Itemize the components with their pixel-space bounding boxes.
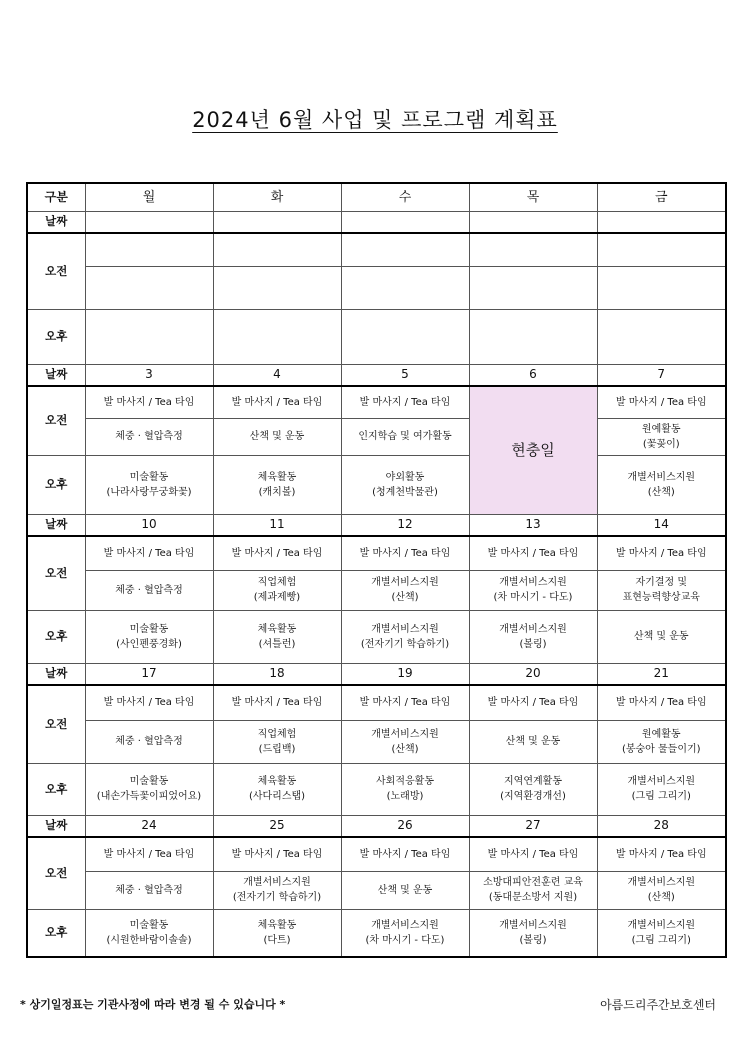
date-row — [27, 815, 726, 837]
schedule-cell: 개별서비스지원 (산책) — [341, 570, 469, 610]
date-cell: 28 — [597, 815, 726, 837]
header-row — [27, 183, 726, 211]
schedule-cell: 산책 및 운동 — [213, 418, 341, 455]
day-header-wed: 수 — [341, 183, 469, 211]
schedule-cell: 발 마사지 / Tea 타임 — [469, 685, 597, 720]
schedule-cell: 체육활동 (캐치볼) — [213, 455, 341, 514]
schedule-cell: 자기결정 및 표현능력향상교육 — [597, 570, 726, 610]
schedule-cell — [597, 309, 726, 364]
am-label: 오전 — [27, 536, 85, 610]
date-cell — [213, 211, 341, 233]
schedule-cell — [341, 266, 469, 309]
schedule-cell: 미술활동 (내손가득꽃이피었어요) — [85, 763, 213, 815]
date-cell — [469, 211, 597, 233]
date-cell: 5 — [341, 364, 469, 386]
pm-row — [27, 763, 726, 815]
date-cell — [341, 211, 469, 233]
schedule-cell: 발 마사지 / Tea 타임 — [341, 536, 469, 570]
schedule-cell: 산책 및 운동 — [597, 610, 726, 663]
schedule-cell: 인지학습 및 여가활동 — [341, 418, 469, 455]
schedule-cell: 체육활동 (사다리스탭) — [213, 763, 341, 815]
schedule-cell — [597, 266, 726, 309]
date-cell: 4 — [213, 364, 341, 386]
pm-label: 오후 — [27, 909, 85, 957]
schedule-cell: 발 마사지 / Tea 타임 — [213, 536, 341, 570]
schedule-cell: 산책 및 운동 — [341, 871, 469, 909]
schedule-cell: 체육활동 (다트) — [213, 909, 341, 957]
date-label: 날짜 — [27, 211, 85, 233]
page-title: 2024년 6월 사업 및 프로그램 계획표 — [192, 108, 558, 132]
schedule-cell — [213, 266, 341, 309]
schedule-cell: 체중 · 혈압측정 — [85, 418, 213, 455]
pm-row — [27, 455, 726, 514]
schedule-cell: 원예활동 (봉숭아 물들이기) — [597, 720, 726, 763]
schedule-cell: 원예활동 (꽃꽂이) — [597, 418, 726, 455]
schedule-cell: 발 마사지 / Tea 타임 — [597, 536, 726, 570]
schedule-cell — [469, 266, 597, 309]
schedule-cell: 발 마사지 / Tea 타임 — [85, 685, 213, 720]
date-cell: 27 — [469, 815, 597, 837]
schedule-cell: 체중 · 혈압측정 — [85, 570, 213, 610]
date-cell — [85, 211, 213, 233]
day-header-mon: 월 — [85, 183, 213, 211]
schedule-cell — [341, 309, 469, 364]
am-label: 오전 — [27, 233, 85, 309]
holiday-cell: 현충일 — [469, 386, 597, 514]
schedule-cell: 미술활동 (시원한바람이솔솔) — [85, 909, 213, 957]
schedule-cell: 개별서비스지원 (전자기기 학습하기) — [213, 871, 341, 909]
am-row-2 — [27, 720, 726, 763]
schedule-cell: 발 마사지 / Tea 타임 — [85, 536, 213, 570]
schedule-table — [26, 182, 727, 958]
pm-row — [27, 610, 726, 663]
schedule-cell — [213, 309, 341, 364]
schedule-cell — [469, 233, 597, 266]
schedule-cell: 개별서비스지원 (그림 그리기) — [597, 763, 726, 815]
schedule-cell: 체중 · 혈압측정 — [85, 871, 213, 909]
schedule-cell: 발 마사지 / Tea 타임 — [597, 837, 726, 871]
schedule-cell: 직업체험 (제과제빵) — [213, 570, 341, 610]
pm-label: 오후 — [27, 763, 85, 815]
schedule-cell: 발 마사지 / Tea 타임 — [85, 837, 213, 871]
schedule-cell: 체육활동 (셔틀런) — [213, 610, 341, 663]
am-row-1 — [27, 837, 726, 871]
schedule-cell: 발 마사지 / Tea 타임 — [341, 837, 469, 871]
am-label: 오전 — [27, 685, 85, 763]
date-cell: 25 — [213, 815, 341, 837]
center-name: 아름드리주간보호센터 — [600, 998, 716, 1012]
schedule-cell — [85, 233, 213, 266]
date-cell: 17 — [85, 663, 213, 685]
am-row-2 — [27, 266, 726, 309]
schedule-cell: 발 마사지 / Tea 타임 — [597, 386, 726, 418]
schedule-cell: 미술활동 (나라사랑무궁화꽃) — [85, 455, 213, 514]
schedule-cell: 지역연계활동 (지역환경개선) — [469, 763, 597, 815]
schedule-cell: 사회적응활동 (노래방) — [341, 763, 469, 815]
pm-label: 오후 — [27, 455, 85, 514]
date-cell: 24 — [85, 815, 213, 837]
pm-label: 오후 — [27, 309, 85, 364]
schedule-cell: 미술활동 (사인펜풍경화) — [85, 610, 213, 663]
schedule-cell: 개별서비스지원 (전자기기 학습하기) — [341, 610, 469, 663]
schedule-cell — [597, 233, 726, 266]
pm-row — [27, 309, 726, 364]
am-label: 오전 — [27, 386, 85, 455]
am-row-1 — [27, 536, 726, 570]
schedule-cell — [85, 266, 213, 309]
am-row-2 — [27, 570, 726, 610]
schedule-cell: 개별서비스지원 (산책) — [341, 720, 469, 763]
schedule-cell: 발 마사지 / Tea 타임 — [85, 386, 213, 418]
date-cell: 19 — [341, 663, 469, 685]
am-label: 오전 — [27, 837, 85, 909]
date-row — [27, 663, 726, 685]
schedule-cell — [213, 233, 341, 266]
date-cell: 10 — [85, 514, 213, 536]
date-row — [27, 364, 726, 386]
date-cell: 21 — [597, 663, 726, 685]
date-cell: 11 — [213, 514, 341, 536]
date-cell: 6 — [469, 364, 597, 386]
schedule-cell: 개별서비스지원 (그림 그리기) — [597, 909, 726, 957]
am-row-1 — [27, 386, 726, 418]
schedule-cell: 산책 및 운동 — [469, 720, 597, 763]
am-row-2 — [27, 418, 726, 455]
date-label: 날짜 — [27, 514, 85, 536]
schedule-cell — [469, 309, 597, 364]
date-label: 날짜 — [27, 364, 85, 386]
schedule-cell: 개별서비스지원 (차 마시기 - 다도) — [341, 909, 469, 957]
day-header-fri: 금 — [597, 183, 726, 211]
am-row-2 — [27, 871, 726, 909]
schedule-cell: 발 마사지 / Tea 타임 — [341, 685, 469, 720]
pm-row — [27, 909, 726, 957]
date-cell: 13 — [469, 514, 597, 536]
schedule-cell: 야외활동 (청계천박물관) — [341, 455, 469, 514]
schedule-cell: 개별서비스지원 (볼링) — [469, 610, 597, 663]
schedule-cell: 발 마사지 / Tea 타임 — [213, 685, 341, 720]
date-cell: 14 — [597, 514, 726, 536]
date-row — [27, 514, 726, 536]
schedule-cell: 발 마사지 / Tea 타임 — [213, 837, 341, 871]
schedule-cell — [85, 309, 213, 364]
schedule-cell: 발 마사지 / Tea 타임 — [469, 536, 597, 570]
am-row-1 — [27, 233, 726, 266]
schedule-cell: 직업체험 (드립백) — [213, 720, 341, 763]
schedule-cell: 개별서비스지원 (볼링) — [469, 909, 597, 957]
date-cell: 7 — [597, 364, 726, 386]
date-cell — [597, 211, 726, 233]
schedule-cell: 개별서비스지원 (차 마시기 - 다도) — [469, 570, 597, 610]
date-cell: 12 — [341, 514, 469, 536]
am-row-1 — [27, 685, 726, 720]
schedule-cell: 소방대피안전훈련 교육 (동대문소방서 지원) — [469, 871, 597, 909]
schedule-cell: 개별서비스지원 (산책) — [597, 455, 726, 514]
corner-label: 구분 — [27, 183, 85, 211]
schedule-cell — [341, 233, 469, 266]
schedule-change-note: * 상기일정표는 기관사정에 따라 변경 될 수 있습니다 * — [20, 998, 286, 1011]
date-cell: 18 — [213, 663, 341, 685]
schedule-cell: 체중 · 혈압측정 — [85, 720, 213, 763]
date-cell: 20 — [469, 663, 597, 685]
day-header-tue: 화 — [213, 183, 341, 211]
schedule-cell: 발 마사지 / Tea 타임 — [213, 386, 341, 418]
date-cell: 26 — [341, 815, 469, 837]
date-cell: 3 — [85, 364, 213, 386]
schedule-cell: 발 마사지 / Tea 타임 — [469, 837, 597, 871]
schedule-cell: 개별서비스지원 (산책) — [597, 871, 726, 909]
day-header-thu: 목 — [469, 183, 597, 211]
date-label: 날짜 — [27, 663, 85, 685]
schedule-cell: 발 마사지 / Tea 타임 — [341, 386, 469, 418]
schedule-cell: 발 마사지 / Tea 타임 — [597, 685, 726, 720]
date-row — [27, 211, 726, 233]
pm-label: 오후 — [27, 610, 85, 663]
date-label: 날짜 — [27, 815, 85, 837]
